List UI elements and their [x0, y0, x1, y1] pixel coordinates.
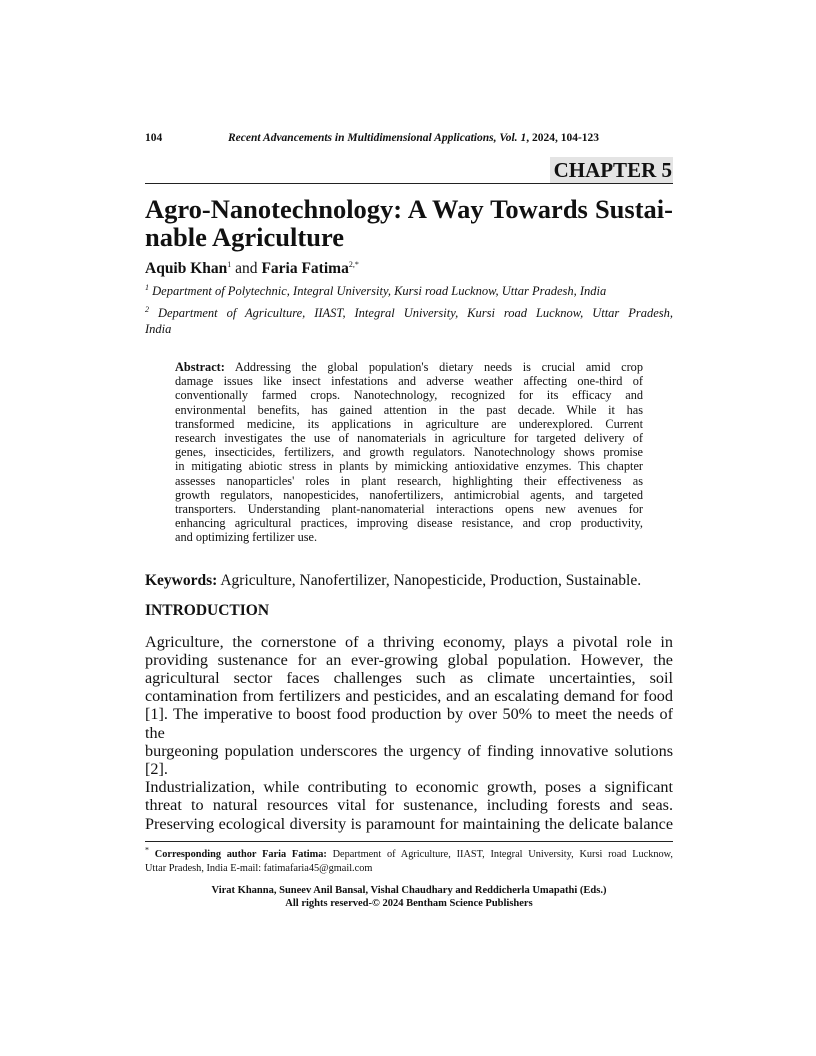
author-name: Aquib Khan	[145, 260, 228, 277]
authors	[145, 259, 673, 279]
footnote-text: Uttar Pradesh, India E-mail: fatimafaria45@gmail.com	[145, 862, 373, 874]
author-name: Faria Fatima	[261, 260, 349, 277]
abstract-line: transporters. Understanding plant-nanomaterial interactions opens new avenues for	[175, 502, 643, 517]
body-line: agricultural sector faces challenges such as climate uncertainties, soil	[145, 669, 673, 688]
title-line: Agro-Nanotechnology: A Way Towards Sustai-	[145, 194, 673, 224]
author-sup: 2,*	[348, 259, 359, 269]
page-title	[145, 195, 673, 251]
abstract-line: and optimizing fertilizer use.	[175, 530, 318, 545]
chapter-label: CHAPTER 5	[550, 157, 673, 183]
footnote	[145, 845, 673, 876]
page	[145, 0, 673, 910]
body-line: [1]. The imperative to boost food production by over 50% to meet the needs of the	[145, 705, 673, 742]
section-heading: INTRODUCTION	[145, 601, 270, 619]
abstract-line: conventionally farmed crops. Nanotechnology, recognized for its efficacy and	[175, 388, 643, 403]
affiliation-text: Department of Polytechnic, Integral University, Kursi road Lucknow, Uttar Pradesh, India	[152, 284, 607, 298]
year-pages: , 2024, 104-123	[526, 132, 600, 144]
body-line: Preserving ecological diversity is paramount for maintaining the delicate balance	[145, 814, 673, 833]
footnote-label: Corresponding author Faria Fatima:	[149, 848, 327, 860]
author-conjunction: and	[231, 260, 262, 277]
abstract-line: genes, insecticides, fertilizers, and growth regulators. Nanotechnology shows promise	[175, 445, 643, 460]
page-number: 104	[145, 132, 163, 144]
affiliation	[145, 305, 673, 337]
abstract-line: in mitigating abiotic stress in plants by mimicking antioxidative enzymes. This chapter	[175, 459, 643, 474]
abstract-line: enhancing agricultural practices, improving disease resistance, and crop productivity,	[175, 516, 643, 531]
footnote-sup: *	[145, 845, 149, 855]
abstract-line: assesses nanoparticles' roles in plant research, highlighting their effectiveness as	[175, 473, 643, 488]
abstract-line: research investigates the use of nanomaterials in agriculture for targeted delivery of	[175, 431, 643, 446]
abstract-line: transformed medicine, its applications in agriculture are underexplored. Current	[175, 416, 643, 431]
affiliation-text: India	[145, 322, 172, 336]
affiliation	[145, 283, 673, 299]
keywords	[145, 571, 673, 591]
abstract-label: Abstract:	[175, 360, 225, 374]
header-rule	[145, 183, 673, 184]
journal-citation	[228, 131, 599, 146]
body-line: Industrialization, while contributing to economic growth, poses a significant	[145, 778, 673, 797]
body-line: contamination from fertilizers and pesticides, and an escalating demand for food	[145, 687, 673, 706]
abstract-line: damage issues like insect infestations and adverse weather affecting one-third of	[175, 374, 643, 389]
body-line: burgeoning population underscores the urgency of finding innovative solutions [2].	[145, 741, 673, 779]
keywords-label: Keywords:	[145, 571, 218, 589]
copyright-line: All rights reserved-© 2024 Bentham Science Publishers	[285, 897, 533, 909]
journal-name: Recent Advancements in Multidimensional Applications, Vol.	[228, 132, 521, 144]
volume: 1	[520, 132, 527, 144]
footnote-text: Department of Agriculture, IIAST, Integral University, Kursi road Lucknow,	[326, 848, 673, 860]
editors-credit	[145, 884, 673, 910]
affiliation-text: Department of Agriculture, IIAST, Integral University, Kursi road Lucknow, Uttar Pradesh,	[157, 306, 674, 320]
abstract	[175, 360, 643, 545]
keywords-text: Agriculture, Nanofertilizer, Nanopesticide, Production, Sustainable.	[217, 571, 642, 589]
abstract-line: Addressing the global population's dietary needs is crucial amid crop	[234, 360, 643, 374]
body-line: providing sustenance for an ever-growing global population. However, the	[145, 650, 673, 669]
editors-line: Virat Khanna, Suneev Anil Bansal, Vishal Chaudhary and Reddicherla Umapathi (Eds.)	[211, 884, 607, 896]
title-line: nable Agriculture	[145, 222, 344, 252]
footnote-rule	[145, 841, 673, 842]
body-line: threat to natural resources vital for sustenance, including forests and seas.	[145, 796, 673, 815]
affiliation-sup: 2	[145, 304, 149, 314]
abstract-line: environmental benefits, has gained attention in the past decade. While it has	[175, 402, 643, 417]
introduction-body	[145, 633, 673, 833]
body-line: Agriculture, the cornerstone of a thriving economy, plays a pivotal role in	[145, 632, 673, 651]
chapter-label-wrap	[145, 157, 673, 183]
abstract-line: growth regulators, nanopesticides, nanofertilizers, antimicrobial agents, and targeted	[175, 487, 643, 502]
affiliation-sup: 1	[145, 282, 149, 292]
running-header	[145, 131, 673, 146]
author-sup: 1	[227, 259, 232, 269]
